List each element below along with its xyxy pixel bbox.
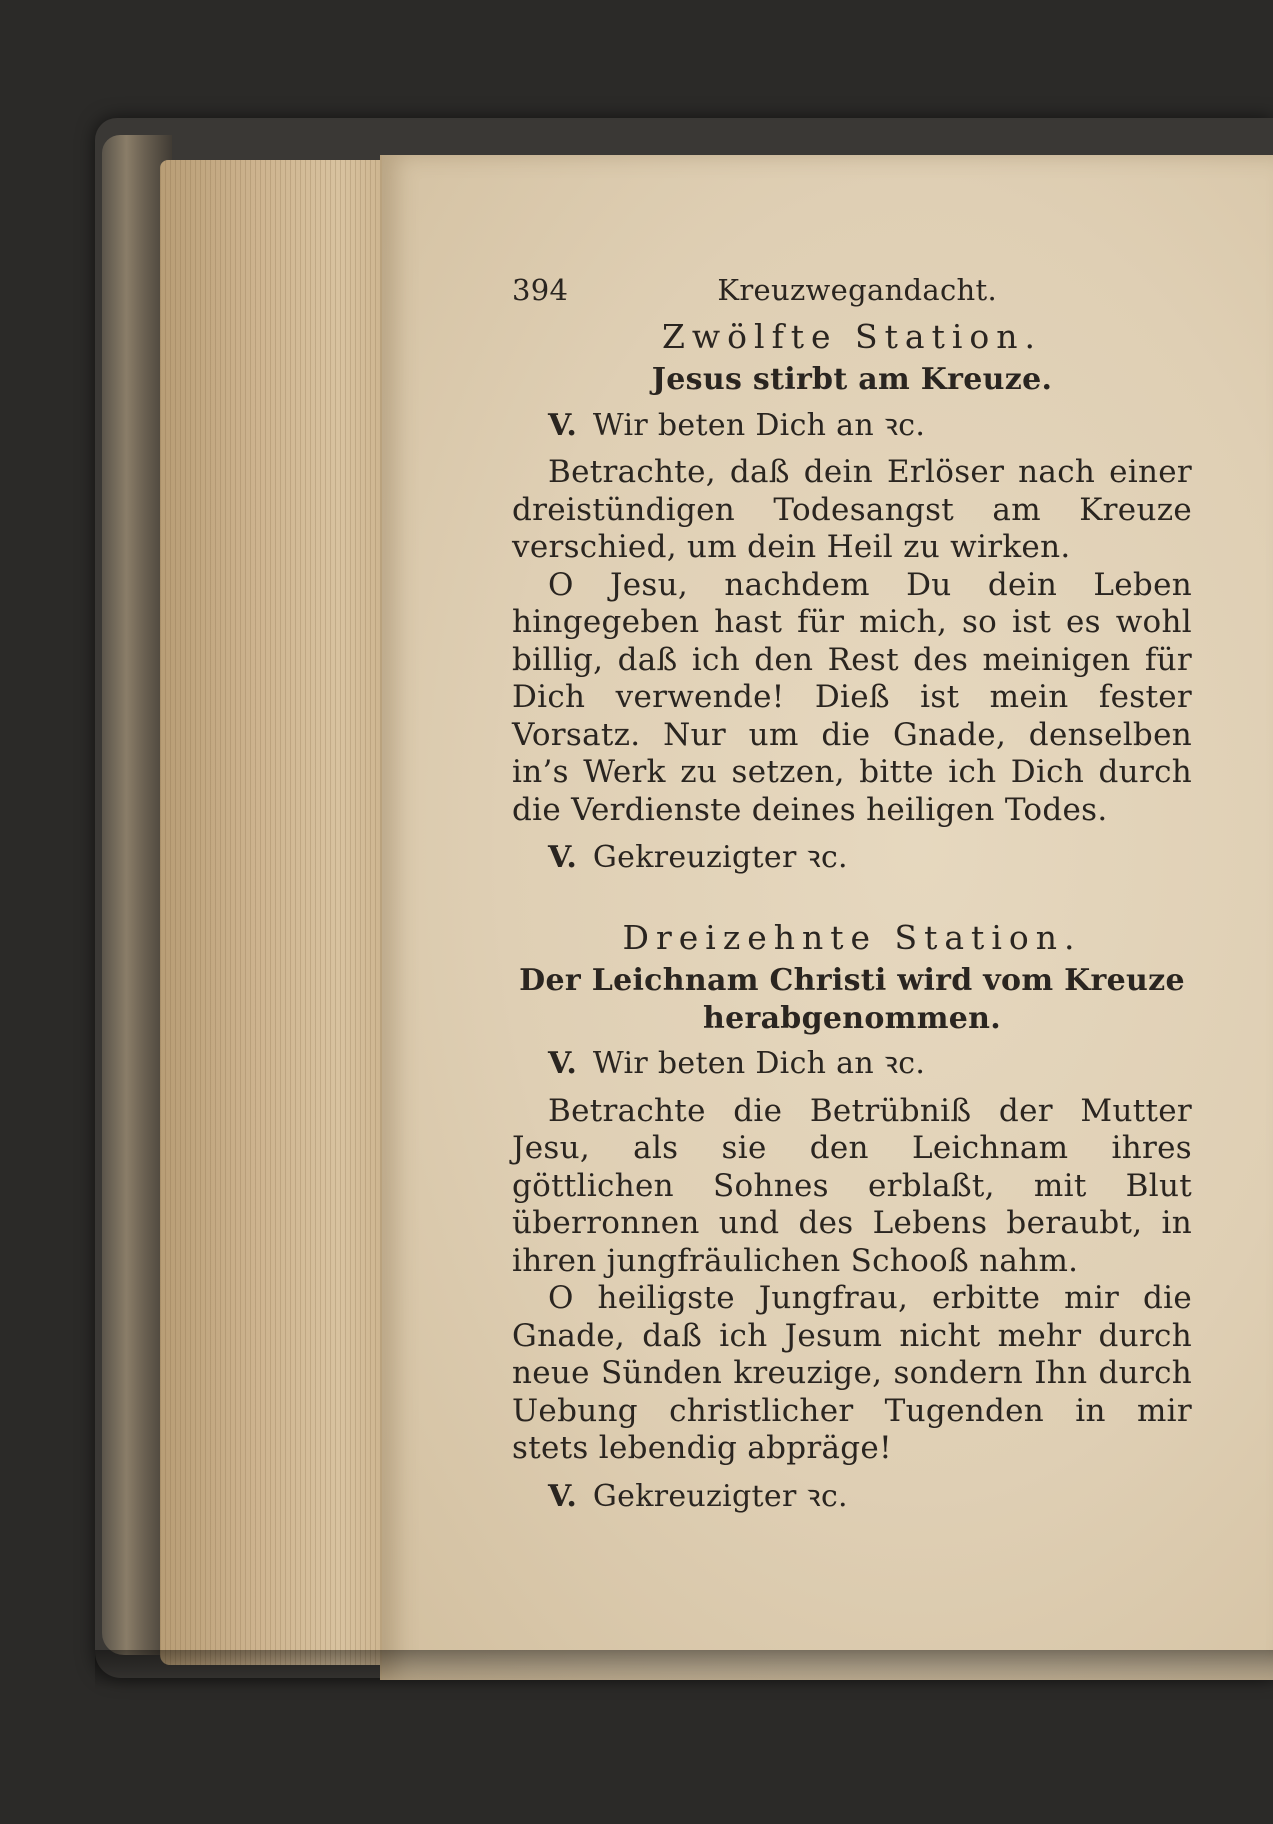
closing-symbol: V. xyxy=(548,840,578,875)
station-12-closing xyxy=(512,839,1192,877)
closing-symbol: V. xyxy=(548,1478,578,1514)
station-12-versicle xyxy=(512,407,1192,445)
bottom-shadow xyxy=(95,1650,1273,1690)
station-13-meditation: Betrachte die Betrübniß der Mutter Jesu, als sie den Leichnam ihres göttlichen Sohnes erblaßt, mit Blut überronnen und des Lebens beraubt, in ihren jungfräulichen Schooß nahm. xyxy=(512,1092,1192,1279)
page-text xyxy=(512,272,1192,1525)
closing-text: Gekreuzigter ꝛc. xyxy=(592,840,848,875)
section-gap xyxy=(512,887,1192,917)
station-13-title: Dreizehnte Station. xyxy=(622,917,1082,957)
running-head: Kreuzwegandacht. xyxy=(717,273,997,307)
versicle-text: Wir beten Dich an ꝛc. xyxy=(592,407,926,443)
page-header xyxy=(512,272,997,310)
versicle-symbol: V. xyxy=(548,1046,578,1081)
station-12-title: Zwölfte Station. xyxy=(661,316,1043,356)
closing-text: Gekreuzigter ꝛc. xyxy=(592,1478,848,1514)
page-stack-edge xyxy=(160,160,400,1665)
station-13-versicle xyxy=(512,1045,1192,1083)
page-number: 394 xyxy=(512,273,569,307)
station-12-subtitle: Jesus stirbt am Kreuze. xyxy=(651,362,1053,397)
station-12-meditation: Betrachte, daß dein Erlöser nach einer dreistündigen Todesangst am Kreuze verschied, um dein Heil zu wirken. xyxy=(512,454,1192,565)
station-12-prayer: O Jesu, nachdem Du dein Leben hingegeben hast für mich, so ist es wohl billig, daß ich den Rest des meinigen für Dich verwende! Dieß ist mein fester Vorsatz. Nur um die Gnade, denselben in’s Werk zu setzen, bitte ich Dich durch die Verdienste deines heiligen Todes. xyxy=(512,566,1192,828)
station-13-prayer: O heiligste Jungfrau, erbitte mir die Gnade, daß ich Jesum nicht mehr durch neue Sünden kreuzige, sondern Ihn durch Uebung christlicher Tugenden in mir stets lebendig abpräge! xyxy=(512,1280,1192,1466)
versicle-text: Wir beten Dich an ꝛc. xyxy=(592,1046,926,1081)
versicle-symbol: V. xyxy=(548,407,578,443)
station-13-subtitle: Der Leichnam Christi wird vom Kreuze herabgenommen. xyxy=(519,963,1185,1036)
station-13-closing xyxy=(512,1478,1192,1516)
